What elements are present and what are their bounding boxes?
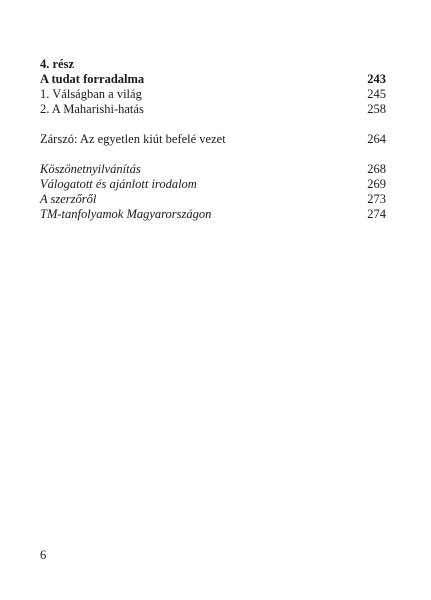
spacer: [40, 147, 386, 162]
toc-entry-title: A tudat forradalma: [40, 72, 145, 86]
page-number: 6: [40, 548, 47, 562]
toc-entry-page: 268: [367, 162, 386, 176]
toc-entry-epilogue: [40, 132, 386, 147]
toc-entry: [40, 102, 386, 117]
toc-entry-page: 273: [367, 192, 386, 206]
toc-entry-backmatter: [40, 192, 386, 207]
toc-entry-title: Zárszó: Az egyetlen kiút befelé vezet: [40, 132, 226, 146]
toc-entry-page: 264: [367, 132, 386, 146]
spacer: [40, 117, 386, 132]
toc-entry-page: 269: [367, 177, 386, 191]
toc-entry-page: 243: [367, 72, 386, 86]
toc-entry-backmatter: [40, 177, 386, 192]
toc-entry-title: TM-tanfolyamok Magyarországon: [40, 207, 212, 221]
toc-entry: [40, 87, 386, 102]
toc-entry-backmatter: [40, 207, 386, 222]
toc-entry-page: 245: [367, 87, 386, 101]
part-heading: 4. rész: [40, 57, 75, 71]
toc-entry-backmatter: [40, 162, 386, 177]
toc-entry-title: A szerzőről: [40, 192, 97, 206]
toc-entry-title: 1. Válságban a világ: [40, 87, 142, 101]
toc-entry-page: 274: [367, 207, 386, 221]
toc-entry-part-title: [40, 72, 386, 87]
toc-entry-title: Válogatott és ajánlott irodalom: [40, 177, 197, 191]
toc-entry-title: 2. A Maharishi-hatás: [40, 102, 144, 116]
toc-entry-page: 258: [367, 102, 386, 116]
table-of-contents: [40, 56, 386, 222]
toc-entry-title: Köszönetnyilvánítás: [40, 162, 141, 176]
